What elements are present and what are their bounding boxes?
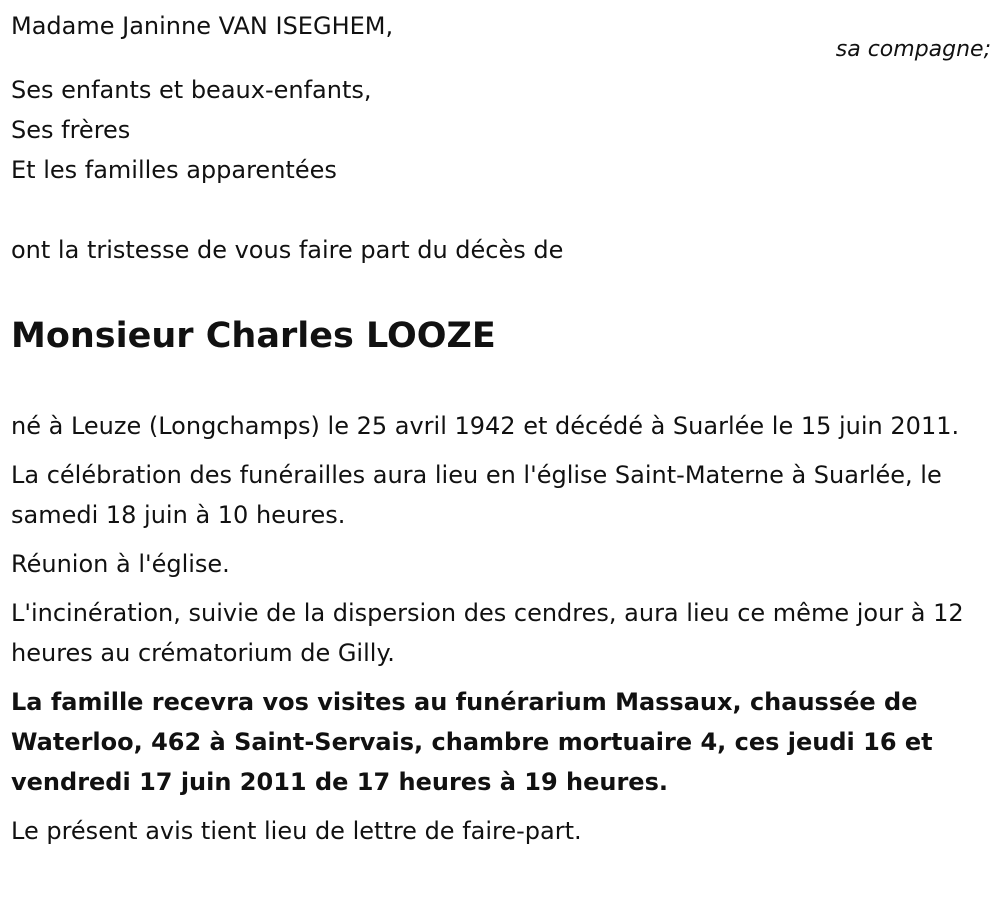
family-line-brothers: Ses frères bbox=[11, 116, 131, 144]
closing-text: Le présent avis tient lieu de lettre de faire-part. bbox=[11, 817, 582, 845]
companion-header bbox=[11, 0, 991, 62]
companion-role: sa compagne; bbox=[835, 37, 991, 62]
funeral-text: La célébration des funérailles aura lieu en l'église Saint-Materne à Suarlée, le samedi 18 juin à 10 heures. bbox=[11, 461, 942, 529]
visits-text: La famille recevra vos visites au funérarium Massaux, chaussée de Waterloo, 462 à Saint-Servais, chambre mortuaire 4, ces jeudi 16 et vendredi 17 juin 2011 de 17 heures à 19 heures. bbox=[11, 688, 933, 796]
family-list bbox=[11, 70, 991, 190]
family-line-children: Ses enfants et beaux-enfants, bbox=[11, 76, 372, 104]
companion-name: Madame Janinne VAN ISEGHEM, bbox=[11, 12, 394, 40]
cremation-text: L'incinération, suivie de la dispersion des cendres, aura lieu ce même jour à 12 heures au crématorium de Gilly. bbox=[11, 599, 964, 667]
birth-death-text: né à Leuze (Longchamps) le 25 avril 1942 et décédé à Suarlée le 15 juin 2011. bbox=[11, 412, 960, 440]
family-line-relatives: Et les familles apparentées bbox=[11, 156, 337, 184]
meeting-text: Réunion à l'église. bbox=[11, 550, 230, 578]
obituary-notice bbox=[11, 0, 991, 851]
deceased-name: Monsieur Charles LOOZE bbox=[11, 316, 496, 356]
announcement-text: ont la tristesse de vous faire part du décès de bbox=[11, 236, 564, 264]
